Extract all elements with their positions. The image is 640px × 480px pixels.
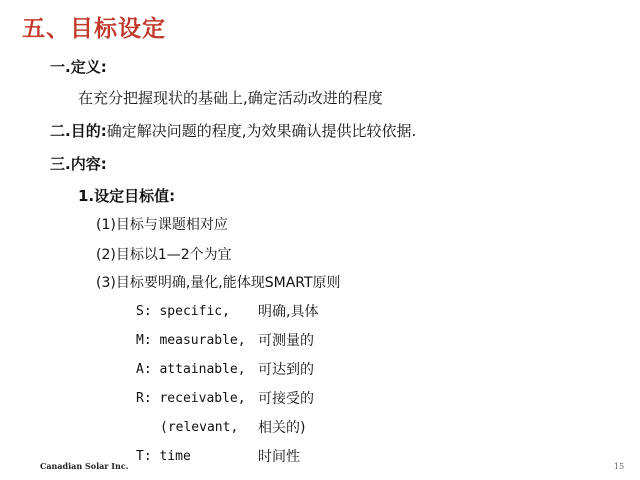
content-item: (2)目标以1—2个为宜 [96,247,232,263]
footer-company: Canadian Solar Inc. [40,461,129,471]
smart-term: A: attainable, [136,362,246,377]
smart-term: T: time [136,449,191,464]
purpose-label: 二.目的: [50,122,107,140]
smart-meaning: 可测量的 [258,333,314,349]
purpose-text: 确定解决问题的程度,为效果确认提供比较依据. [106,122,417,140]
smart-term: S: specific, [136,304,230,319]
smart-meaning: 可接受的 [258,391,314,407]
content-label: 三.内容: [50,155,107,173]
smart-term: (relevant, [160,420,239,435]
smart-meaning: 时间性 [258,449,300,465]
smart-meaning: 可达到的 [258,362,314,378]
content-item: (1)目标与课题相对应 [96,217,228,233]
slide-title: 五、目标设定 [22,16,166,42]
smart-meaning: 相关的) [258,420,306,436]
purpose-line [50,121,416,141]
definition-text: 在充分把握现状的基础上,确定活动改进的程度 [78,89,383,107]
definition-label: 一.定义: [50,58,107,76]
content-item: (3)目标要明确,量化,能体现SMART原则 [96,275,341,291]
page-number: 15 [614,462,625,471]
smart-term: R: receivable, [136,391,246,406]
smart-term: M: measurable, [136,333,246,348]
smart-meaning: 明确,具体 [258,304,319,320]
content-subheading: 1.设定目标值: [78,187,176,205]
